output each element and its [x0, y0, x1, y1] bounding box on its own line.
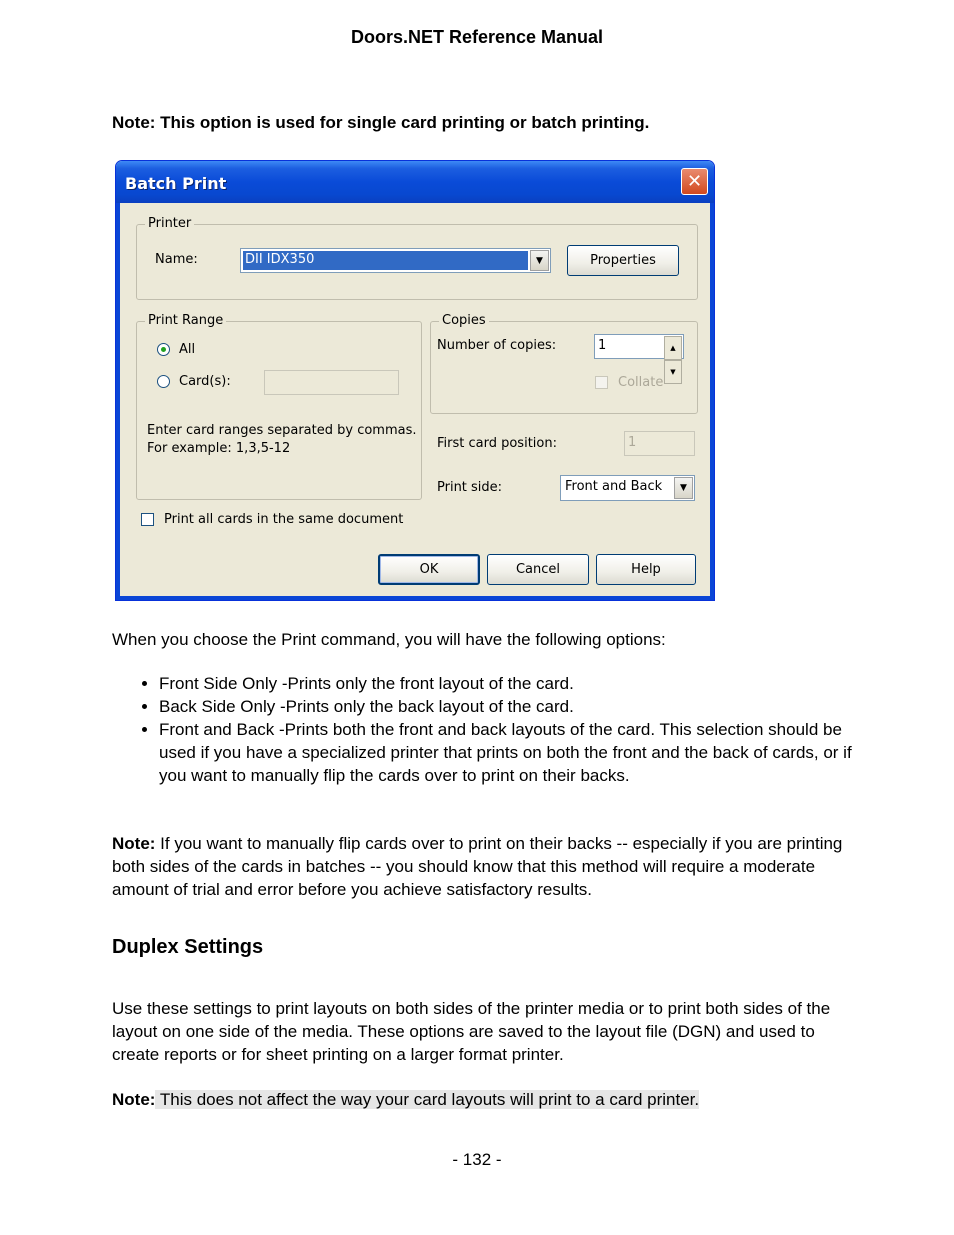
- printer-name-select[interactable]: [240, 248, 551, 273]
- list-item: • Back Side Only -Prints only the back layout of the card.: [159, 695, 879, 718]
- same-document-checkbox[interactable]: [141, 513, 154, 526]
- range-hint-line2: For example: 1,3,5-12: [147, 441, 291, 456]
- note-label: Note:: [112, 1090, 156, 1109]
- help-button[interactable]: Help: [596, 554, 696, 585]
- chevron-down-icon[interactable]: ▼: [530, 250, 549, 271]
- cancel-button[interactable]: Cancel: [487, 554, 589, 585]
- collate-label: Collate: [618, 375, 664, 390]
- printer-name-value: DII IDX350: [243, 251, 528, 270]
- top-note: Note: This option is used for single card printing or batch printing.: [112, 113, 650, 132]
- page-header: Doors.NET Reference Manual: [350, 27, 604, 47]
- spin-buttons[interactable]: [664, 336, 682, 376]
- spin-down-icon[interactable]: ▼: [664, 360, 682, 384]
- cards-input[interactable]: [264, 370, 399, 395]
- print-side-value: Front and Back: [565, 479, 663, 494]
- batch-print-dialog: [115, 160, 715, 601]
- close-button[interactable]: [681, 168, 708, 195]
- intro-paragraph: When you choose the Print command, you will have the following options:: [112, 630, 666, 649]
- cards-radio[interactable]: [157, 375, 170, 388]
- spin-up-icon[interactable]: ▲: [664, 336, 682, 360]
- copies-group-label: Copies: [439, 313, 489, 328]
- duplex-paragraph: Use these settings to print layouts on both sides of the printer media or to print both sides of the layout on one side of the media. These options are saved to the layout file (DGN) and used to create reports or for sheet printing on a larger format printer.: [112, 999, 831, 1064]
- ok-button[interactable]: OK: [378, 554, 480, 585]
- note-text: If you want to manually flip cards over to print on their backs -- especially if you are printing both sides of the cards in batches -- you should know that this method will require a moderate amount of trial and error before you achieve satisfactory results.: [112, 834, 843, 899]
- same-document-label: Print all cards in the same document: [164, 512, 404, 527]
- first-card-position-label: First card position:: [437, 436, 557, 451]
- close-icon: ✕: [686, 170, 703, 192]
- all-radio[interactable]: [157, 343, 170, 356]
- number-of-copies-value: 1: [598, 338, 607, 353]
- number-of-copies-stepper[interactable]: [594, 334, 684, 376]
- dialog-titlebar: [116, 161, 714, 203]
- duplex-note-paragraph: [112, 1088, 847, 1111]
- flip-note-paragraph: [112, 832, 847, 901]
- first-card-position-input[interactable]: 1: [624, 431, 695, 456]
- range-hint-line1: Enter card ranges separated by commas.: [147, 423, 417, 438]
- page-number: - 132 -: [452, 1150, 502, 1169]
- dialog-title: Batch Print: [125, 174, 227, 193]
- print-range-group-label: Print Range: [145, 313, 226, 328]
- printer-name-label: Name:: [155, 252, 198, 267]
- list-item: • Front Side Only -Prints only the front layout of the card.: [159, 672, 879, 695]
- print-side-select[interactable]: [560, 475, 695, 501]
- all-label: All: [179, 342, 196, 357]
- printer-group-label: Printer: [145, 216, 194, 231]
- chevron-down-icon[interactable]: ▼: [674, 477, 693, 499]
- cards-label: Card(s):: [179, 374, 231, 389]
- print-side-label: Print side:: [437, 480, 503, 495]
- section-heading: Duplex Settings: [112, 936, 264, 958]
- note-label: Note:: [112, 834, 156, 853]
- collate-checkbox[interactable]: [595, 376, 608, 389]
- list-item: • Front and Back -Prints both the front and back layouts of the card. This selection should be used if you have a specialized printer that prints on both the front and the back of cards, or if you want to manually flip the cards over to print on their backs.: [159, 718, 879, 787]
- properties-button[interactable]: Properties: [567, 245, 679, 276]
- note-text: This does not affect the way your card layouts will print to a card printer.: [155, 1090, 700, 1109]
- number-of-copies-label: Number of copies:: [437, 338, 557, 353]
- print-options-list: [112, 672, 879, 787]
